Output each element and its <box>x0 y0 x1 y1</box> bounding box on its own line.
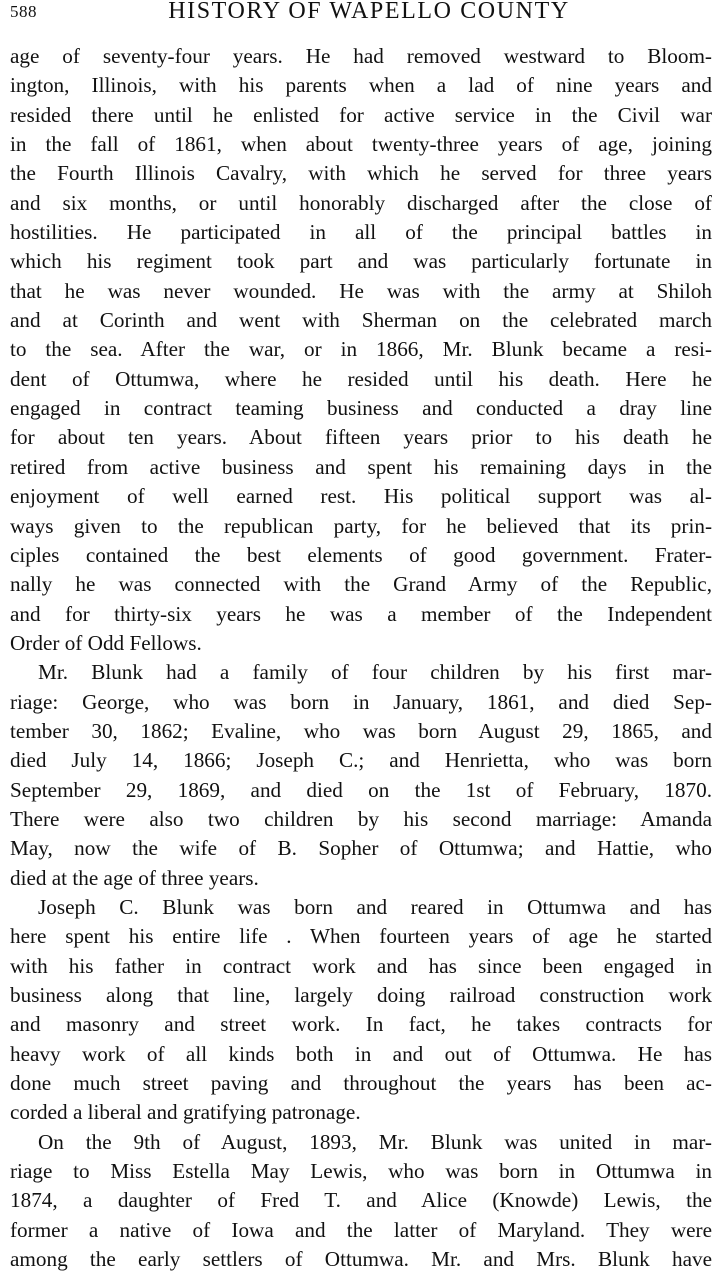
text-line: and for thirty-six years he was a member of the Independent <box>10 601 712 626</box>
text-line: to the sea. After the war, or in 1866, Mr. Blunk became a resi- <box>10 337 712 362</box>
text-line: ington, Illinois, with his parents when a lad of nine years and <box>10 73 712 98</box>
text-line: dent of Ottumwa, where he resided until his death. Here he <box>10 366 712 391</box>
body-text <box>10 42 712 1274</box>
text-line: died at the age of three years. <box>10 865 259 890</box>
text-line: heavy work of all kinds both in and out of Ottumwa. He has <box>10 1041 712 1066</box>
text-line: ways given to the republican party, for he believed that its prin- <box>10 513 712 538</box>
text-line: which his regiment took part and was particularly fortunate in <box>10 249 712 274</box>
text-line: died July 14, 1866; Joseph C.; and Henrietta, who was born <box>10 748 712 773</box>
text-line: former a native of Iowa and the latter of Maryland. They were <box>10 1217 712 1242</box>
text-line: On the 9th of August, 1893, Mr. Blunk was united in mar- <box>38 1129 712 1154</box>
text-line: Mr. Blunk had a family of four children by his first mar- <box>38 660 712 685</box>
text-line: tember 30, 1862; Evaline, who was born August 29, 1865, and <box>10 718 712 743</box>
text-line: hostilities. He participated in all of the principal battles in <box>10 220 712 245</box>
running-head: HISTORY OF WAPELLO COUNTY <box>168 0 570 24</box>
page-header <box>10 0 712 36</box>
text-line: for about ten years. About fifteen years prior to his death he <box>10 425 712 450</box>
text-line: Order of Odd Fellows. <box>10 630 202 655</box>
text-line: business along that line, largely doing railroad construction work <box>10 983 712 1007</box>
text-line: among the early settlers of Ottumwa. Mr. and Mrs. Blunk have <box>10 1247 712 1272</box>
text-line: There were also two children by his second marriage: Amanda <box>10 806 712 831</box>
text-line: and masonry and street work. In fact, he takes contracts for <box>10 1012 712 1037</box>
text-line: with his father in contract work and has since been engaged in <box>10 953 712 978</box>
text-line: ciples contained the best elements of good government. Frater- <box>10 542 712 567</box>
text-line: age of seventy-four years. He had removed westward to Bloom- <box>10 44 712 68</box>
text-line: resided there until he enlisted for active service in the Civil war <box>10 102 712 127</box>
text-line: September 29, 1869, and died on the 1st of February, 1870. <box>10 777 712 802</box>
text-line: corded a liberal and gratifying patronage. <box>10 1100 361 1125</box>
text-line: done much street paving and throughout the years has been ac- <box>10 1071 712 1096</box>
text-line: and at Corinth and went with Sherman on the celebrated march <box>10 308 712 333</box>
text-line: nally he was connected with the Grand Army of the Republic, <box>10 572 712 597</box>
text-line: here spent his entire life . When fourteen years of age he started <box>10 924 712 949</box>
text-line: May, now the wife of B. Sopher of Ottumwa; and Hattie, who <box>10 836 712 861</box>
text-line: riage: George, who was born in January, 1861, and died Sep- <box>10 689 712 714</box>
page-number: 588 <box>10 2 37 21</box>
text-line: engaged in contract teaming business and conducted a dray line <box>10 396 712 421</box>
text-line: retired from active business and spent his remaining days in the <box>10 454 712 479</box>
text-line: enjoyment of well earned rest. His political support was al- <box>10 484 712 509</box>
text-line: the Fourth Illinois Cavalry, with which he served for three years <box>10 161 712 186</box>
text-line: that he was never wounded. He was with the army at Shiloh <box>10 278 712 303</box>
text-line: and six months, or until honorably discharged after the close of <box>10 190 712 215</box>
text-line: in the fall of 1861, when about twenty-three years of age, joining <box>10 132 712 157</box>
text-line: Joseph C. Blunk was born and reared in Ottumwa and has <box>38 894 712 919</box>
text-line: 1874, a daughter of Fred T. and Alice (Knowde) Lewis, the <box>10 1188 712 1213</box>
text-line: riage to Miss Estella May Lewis, who was born in Ottumwa in <box>10 1159 712 1184</box>
